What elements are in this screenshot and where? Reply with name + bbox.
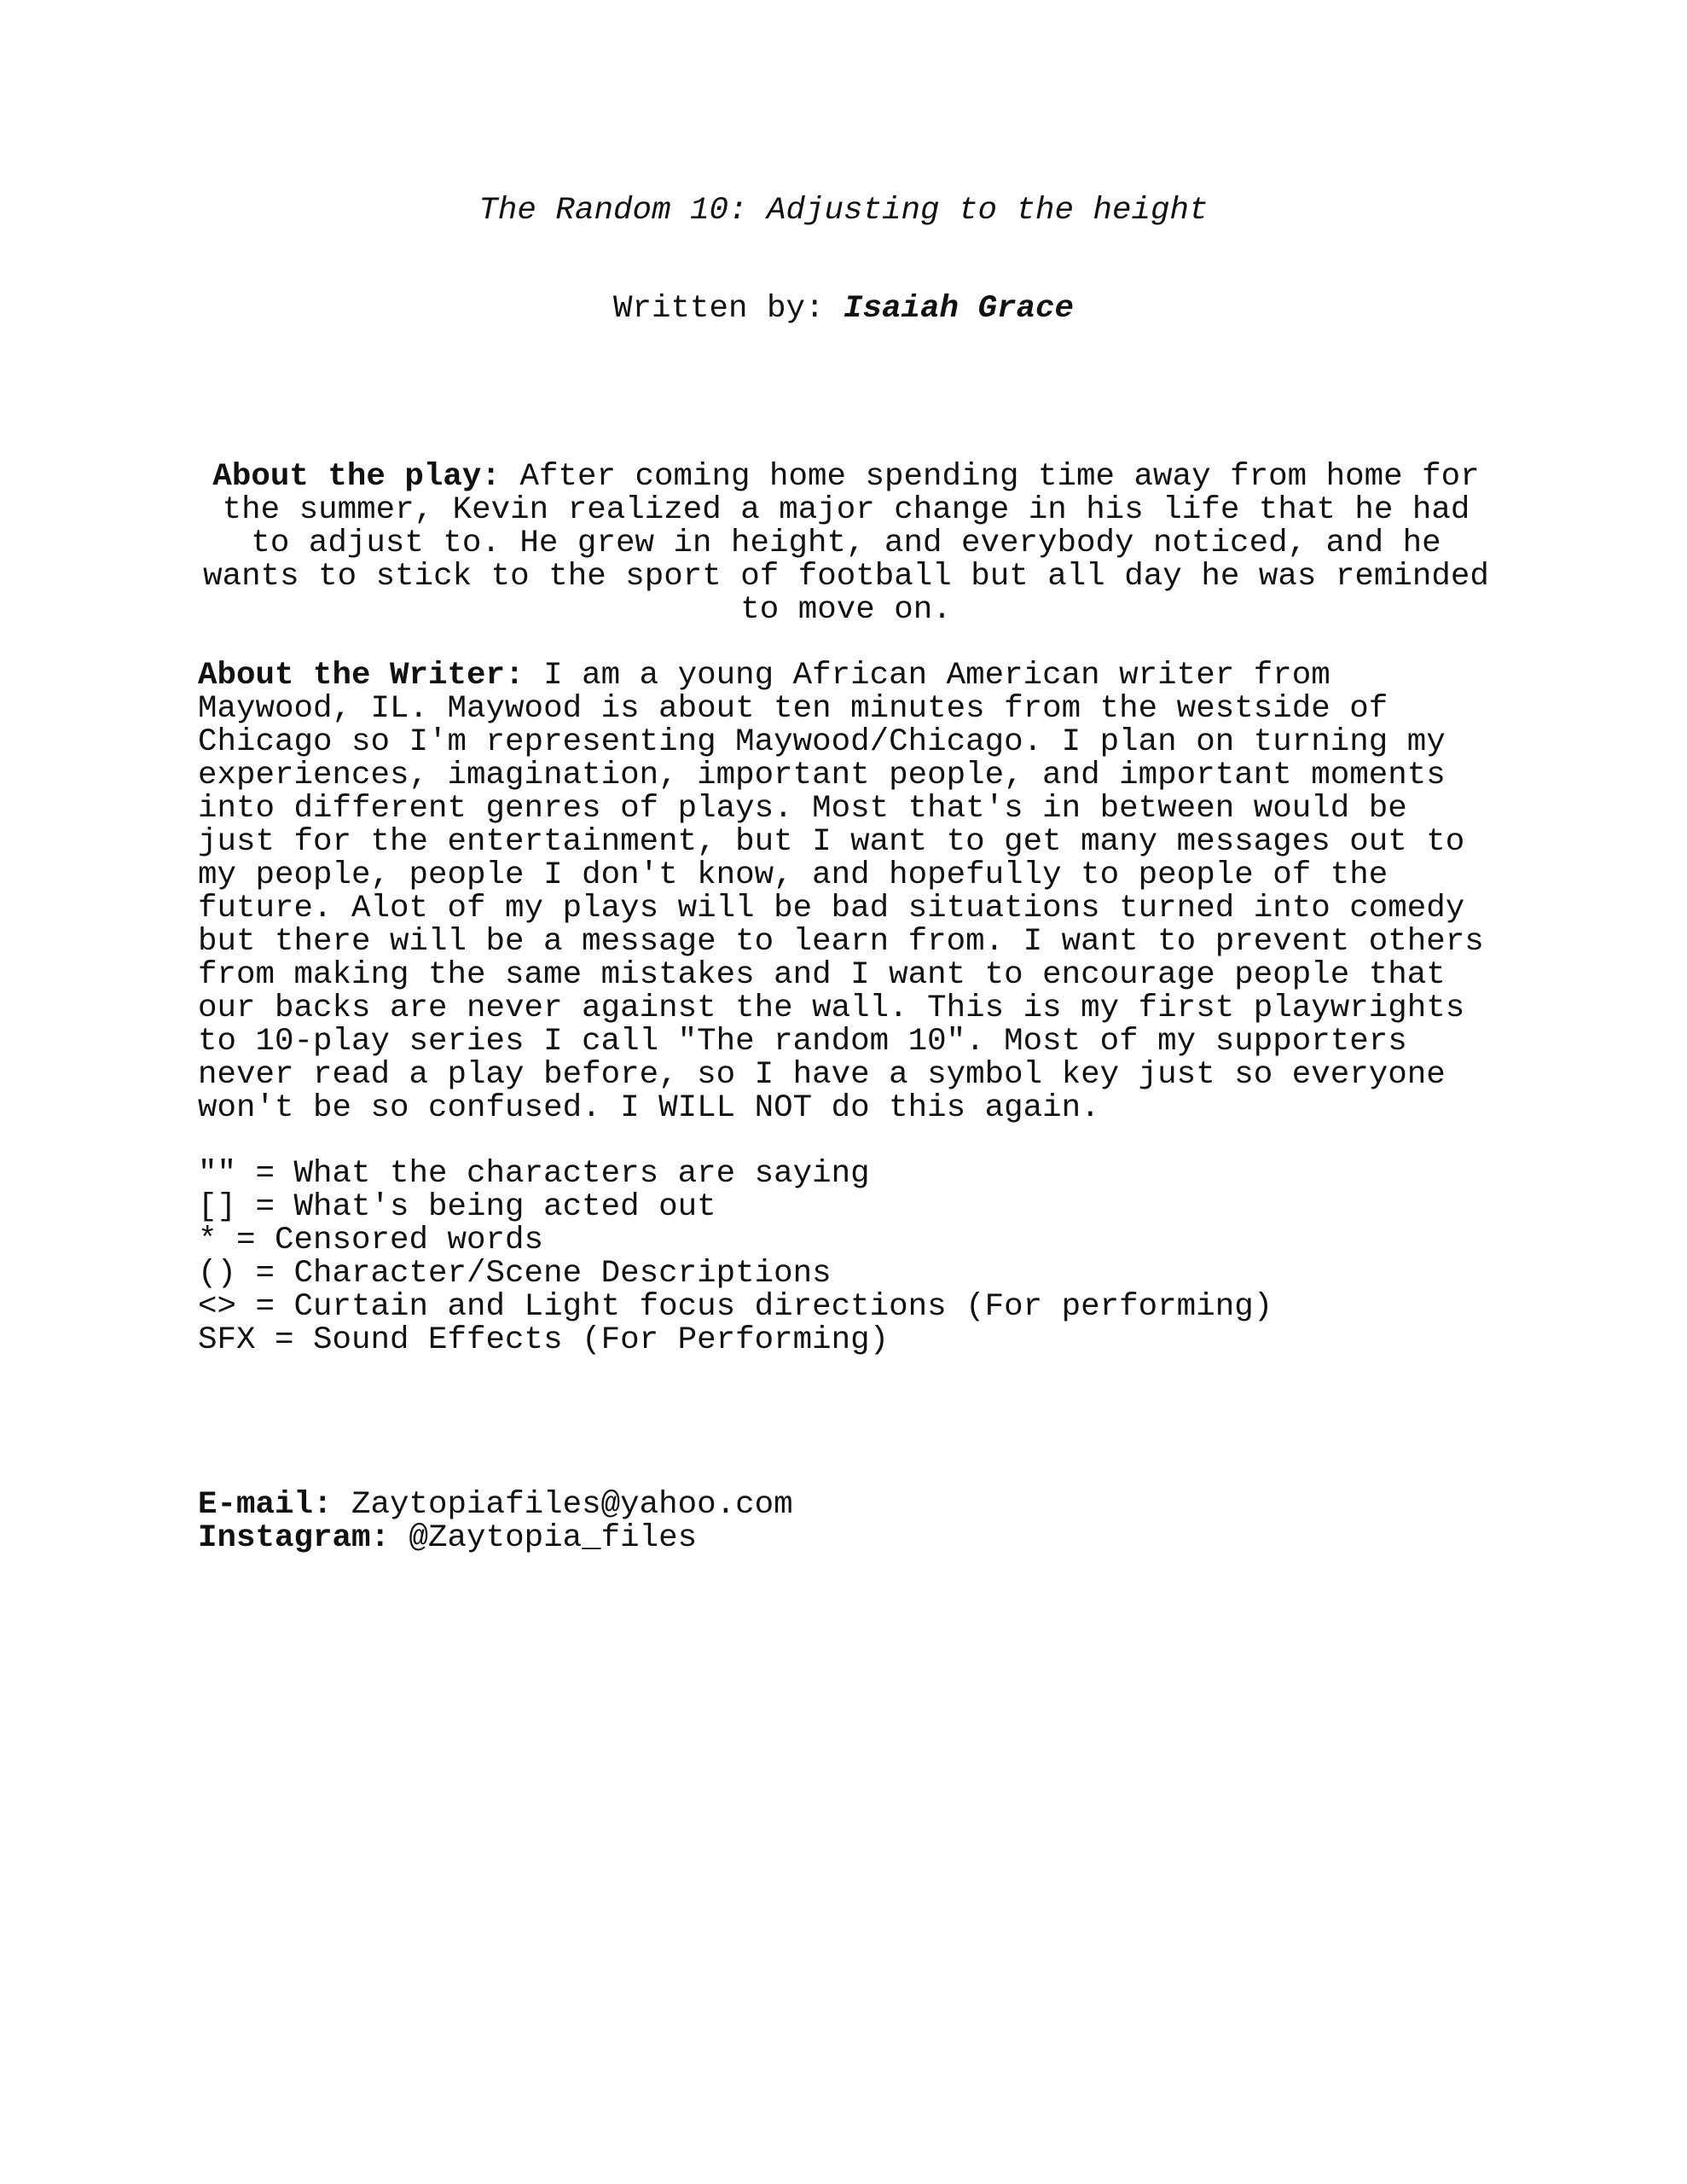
about-writer-line: but there will be a message to learn from. I want to prevent others — [198, 924, 1484, 960]
symbol-key-item: <> = Curtain and Light focus directions (For performing) — [198, 1289, 1273, 1325]
email-address: Zaytopiafiles@yahoo.com — [332, 1487, 793, 1523]
about-play-line: the summer, Kevin realized a major change in his life that he had — [222, 492, 1470, 528]
contact-section — [198, 1489, 793, 1555]
symbol-key-item: * = Censored words — [198, 1223, 544, 1258]
author-name: Isaiah Grace — [844, 291, 1075, 327]
instagram-row — [198, 1522, 793, 1555]
about-writer-line: experiences, imagination, important people, and important moments — [198, 758, 1446, 793]
about-play-line: wants to stick to the sport of football but all day he was reminded — [203, 559, 1489, 595]
about-writer-label: About the Writer: — [198, 658, 525, 694]
about-writer-line: to 10-play series I call "The random 10". Most of my supporters — [198, 1024, 1407, 1060]
about-writer-line: About the Writer: I am a young African American writer from — [198, 658, 1330, 694]
about-play-line: to adjust to. He grew in height, and everybody noticed, and he — [251, 526, 1441, 561]
play-title: The Random 10: Adjusting to the height — [478, 193, 1209, 229]
symbol-key-item: SFX = Sound Effects (For Performing) — [198, 1322, 890, 1358]
about-writer-line: Chicago so I'm representing Maywood/Chicago. I plan on turning my — [198, 724, 1446, 760]
about-writer-section — [198, 659, 1494, 1125]
symbol-key-item: [] = What's being acted out — [198, 1189, 716, 1225]
about-play-line: to move on. — [740, 592, 952, 628]
byline-label: Written by: — [612, 291, 844, 327]
about-writer-line: our backs are never against the wall. This is my first playwrights — [198, 990, 1465, 1026]
about-writer-line: never read a play before, so I have a symbol key just so everyone — [198, 1057, 1446, 1093]
symbol-key-list — [198, 1158, 1272, 1357]
about-writer-line: Maywood, IL. Maywood is about ten minutes from the westside of — [198, 691, 1388, 727]
email-label: E-mail: — [198, 1487, 333, 1523]
about-play-line: About the play: After coming home spending time away from home for — [212, 459, 1480, 495]
about-writer-line: just for the entertainment, but I want to get many messages out to — [198, 824, 1465, 860]
email-row — [198, 1489, 793, 1522]
about-play-section — [198, 461, 1494, 627]
symbol-key-item: "" = What the characters are saying — [198, 1156, 870, 1192]
instagram-handle: @Zaytopia_files — [390, 1520, 698, 1556]
about-play-label: About the play: — [212, 459, 501, 495]
about-writer-line: from making the same mistakes and I want to encourage people that — [198, 957, 1446, 993]
byline — [0, 293, 1687, 326]
about-writer-line: into different genres of plays. Most that's in between would be — [198, 791, 1407, 827]
symbol-key-item: () = Character/Scene Descriptions — [198, 1256, 832, 1292]
about-writer-line: won't be so confused. I WILL NOT do this again. — [198, 1090, 1100, 1126]
about-writer-line: my people, people I don't know, and hopefully to people of the — [198, 857, 1388, 893]
instagram-label: Instagram: — [198, 1520, 391, 1556]
about-writer-line: future. Alot of my plays will be bad situations turned into comedy — [198, 891, 1465, 926]
